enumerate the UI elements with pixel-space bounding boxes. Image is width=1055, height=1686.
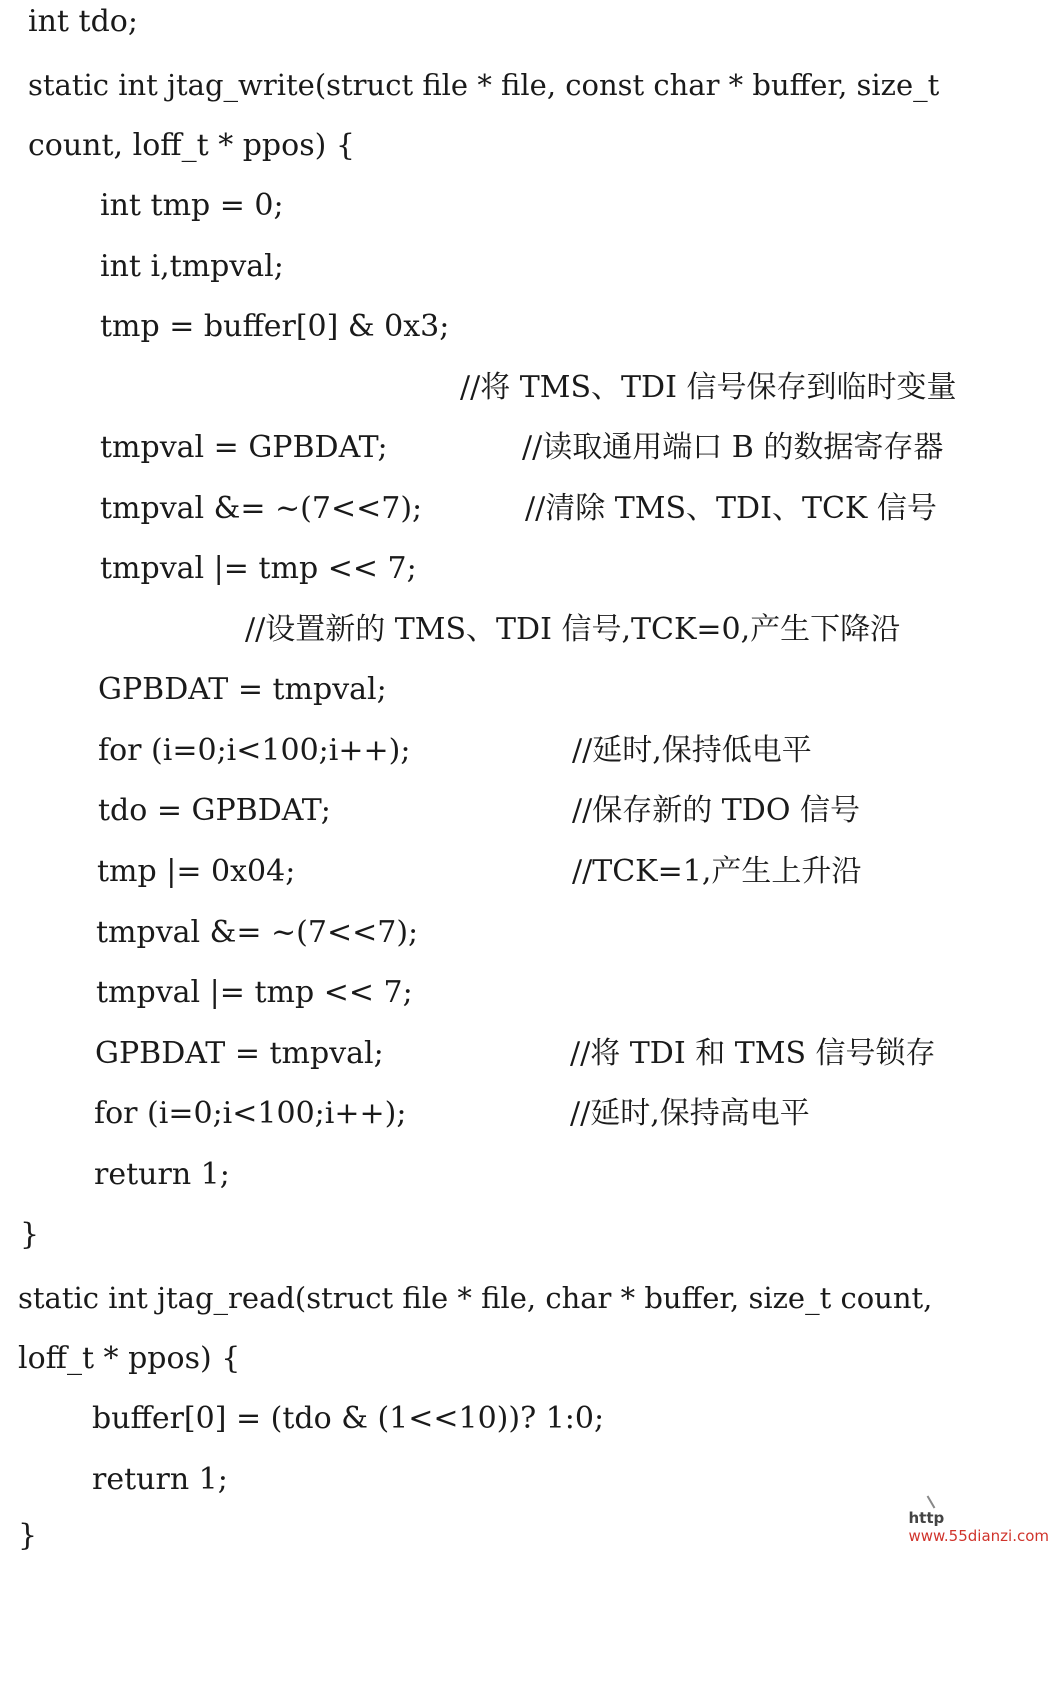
watermark-prefix: http — [908, 1509, 945, 1527]
code-line — [0, 1389, 1055, 1449]
code-line — [0, 539, 1055, 599]
watermark — [889, 1491, 1049, 1563]
code-text: tdo = GPBDAT; — [98, 793, 331, 828]
code-line — [0, 237, 1055, 297]
code-text: tmpval |= tmp << 7; — [96, 975, 413, 1010]
code-line — [0, 55, 1055, 115]
code-line — [0, 176, 1055, 236]
code-line — [0, 1084, 1055, 1144]
code-text: tmp = buffer[0] & 0x3; — [100, 309, 450, 344]
comment-line — [0, 358, 1055, 418]
code-text: tmpval = GPBDAT; — [100, 430, 388, 465]
code-line — [0, 479, 1055, 539]
code-text: loff_t * ppos) { — [18, 1341, 241, 1376]
code-comment: //保存新的 TDO 信号 — [572, 793, 860, 828]
code-text: tmpval &= ~(7<<7); — [96, 915, 419, 950]
code-comment: //延时,保持低电平 — [572, 733, 812, 768]
code-line — [0, 1145, 1055, 1205]
code-line — [0, 903, 1055, 963]
code-text: buffer[0] = (tdo & (1<<10))? 1:0; — [92, 1401, 605, 1436]
code-text: int tdo; — [28, 4, 138, 39]
code-line — [0, 842, 1055, 902]
code-text: int tmp = 0; — [100, 188, 284, 223]
code-line — [0, 418, 1055, 478]
code-comment: //将 TDI 和 TMS 信号锁存 — [570, 1036, 936, 1071]
code-comment: //TCK=1,产生上升沿 — [572, 854, 862, 889]
code-text: tmpval &= ~(7<<7); — [100, 491, 423, 526]
code-text: int i,tmpval; — [100, 249, 284, 284]
code-text: } — [20, 1217, 40, 1252]
code-text: tmp |= 0x04; — [97, 854, 296, 889]
code-line — [0, 116, 1055, 176]
code-line — [0, 1268, 1055, 1328]
code-line — [0, 963, 1055, 1023]
code-line — [0, 781, 1055, 841]
code-line — [0, 0, 1055, 52]
code-text: static int jtag_read(struct file * file, char * buffer, size_t count, — [18, 1281, 933, 1315]
code-text: tmpval |= tmp << 7; — [100, 551, 417, 586]
code-text: GPBDAT = tmpval; — [95, 1036, 384, 1071]
code-text: for (i=0;i<100;i++); — [98, 733, 411, 768]
code-line — [0, 297, 1055, 357]
code-text: GPBDAT = tmpval; — [98, 672, 387, 707]
code-line — [0, 1205, 1055, 1265]
code-comment: //设置新的 TMS、TDI 信号,TCK=0,产生下降沿 — [245, 612, 901, 647]
code-line — [0, 1329, 1055, 1389]
code-comment: //清除 TMS、TDI、TCK 信号 — [525, 491, 937, 526]
code-text: } — [18, 1518, 38, 1553]
code-comment: //读取通用端口 B 的数据寄存器 — [522, 430, 944, 465]
code-comment: //延时,保持高电平 — [570, 1096, 810, 1131]
code-line — [0, 1024, 1055, 1084]
comment-line — [0, 600, 1055, 660]
code-comment: //将 TMS、TDI 信号保存到临时变量 — [460, 370, 957, 405]
code-text: for (i=0;i<100;i++); — [94, 1096, 407, 1131]
code-text: count, loff_t * ppos) { — [28, 128, 355, 163]
code-line — [0, 721, 1055, 781]
code-line — [0, 660, 1055, 720]
code-text: return 1; — [94, 1157, 230, 1192]
code-text: static int jtag_write(struct file * file, const char * buffer, size_t — [28, 68, 940, 102]
code-text: return 1; — [92, 1462, 228, 1497]
watermark-url: www.55dianzi.com — [908, 1527, 1049, 1545]
